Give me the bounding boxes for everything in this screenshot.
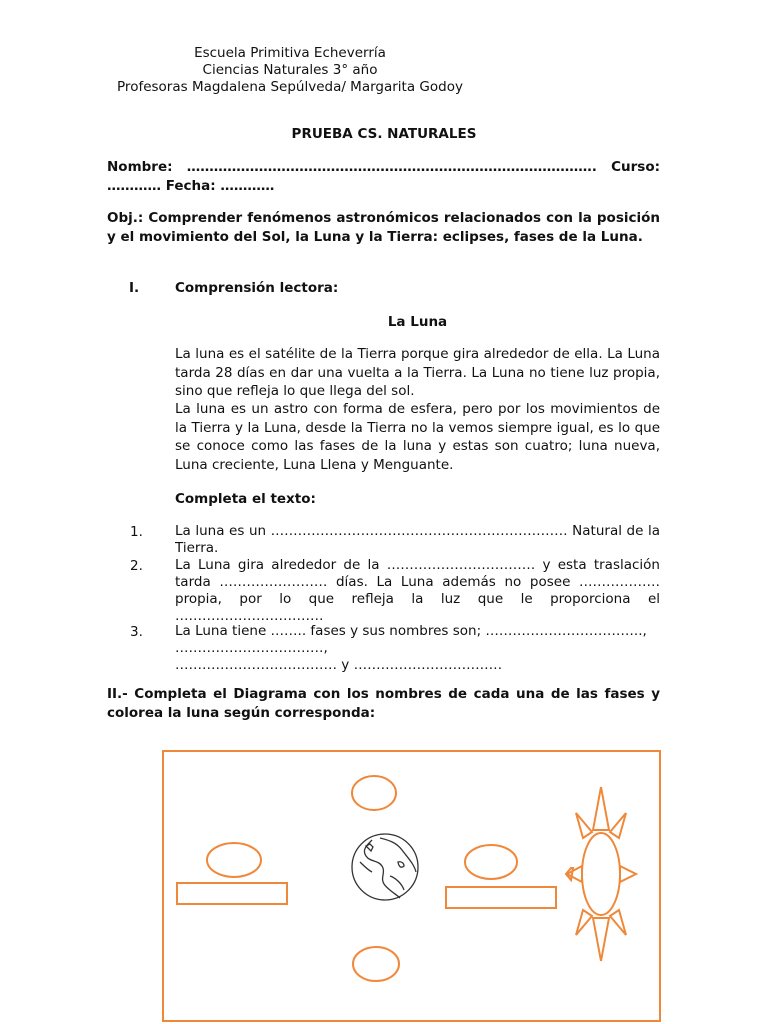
section1-number: I. xyxy=(129,280,140,296)
item-2-number: 2. xyxy=(130,558,143,574)
nombre-dots: ………………………………………………………………………………. xyxy=(186,159,597,175)
curso-dots: ………… xyxy=(107,178,161,194)
sun-icon xyxy=(566,787,636,961)
item-3-line-2: ……………………………, xyxy=(175,640,328,656)
moon-top-circle[interactable] xyxy=(352,776,396,810)
reading-paragraph-1: La luna es el satélite de la Tierra porque gira alrededor de ella. La Luna tarda 28 días en dar una vuelta a la Tierra. La Luna no tiene luz propia, sino que refleja lo que llega del sol. xyxy=(175,346,660,399)
subject-name: Ciencias Naturales 3° año xyxy=(202,62,378,78)
item-3-line-3: ……………………………… y …………………………… xyxy=(175,657,503,673)
moon-bottom-circle[interactable] xyxy=(353,947,399,981)
reading-title: La Luna xyxy=(387,314,448,330)
moon-left-label-box[interactable] xyxy=(177,883,287,904)
complete-heading: Completa el texto: xyxy=(175,491,316,507)
item-3-line-1: La Luna tiene …….. fases y sus nombres son; …………………………….., xyxy=(175,623,647,639)
item-2-text: La Luna gira alrededor de la …………………………… y esta traslación tarda …………………… días. La Luna además no posee ……………… propia, por lo que refleja la luz que le proporciona el …………………………… xyxy=(175,557,660,624)
curso-label: Curso: xyxy=(611,159,660,175)
section1-heading: Comprensión lectora: xyxy=(175,280,339,296)
fecha-dots: ………… xyxy=(220,178,275,194)
reading-paragraph-2: La luna es un astro con forma de esfera, pero por los movimientos de la Tierra y la Luna, desde la Tierra no la vemos siempre igual, es lo que se conoce como las fases de la luna y estas son cuatro; luna nueva, Luna creciente, Luna Llena y Menguante. xyxy=(175,401,660,473)
nombre-label: Nombre: xyxy=(107,159,173,175)
section2-heading: II.- Completa el Diagrama con los nombres de cada una de las fases y colorea la luna según corresponda: xyxy=(107,686,660,721)
item-1-text: La luna es un ………………………………………………………… Natural de la Tierra. xyxy=(175,523,660,556)
teachers-names: Profesoras Magdalena Sepúlveda/ Margarita Godoy xyxy=(117,79,463,95)
moon-left-circle[interactable] xyxy=(207,843,261,877)
moon-right-label-box[interactable] xyxy=(446,887,556,908)
earth-globe-icon xyxy=(352,834,418,900)
fecha-label: Fecha: xyxy=(165,178,216,194)
school-name: Escuela Primitiva Echeverría xyxy=(194,45,386,61)
item-3-number: 3. xyxy=(130,624,143,640)
moon-right-circle[interactable] xyxy=(465,845,517,879)
objective-text: Obj.: Comprender fenómenos astronómicos relacionados con la posición y el movimiento del Sol, la Luna y la Tierra: eclipses, fases de la Luna. xyxy=(107,210,660,245)
test-title: PRUEBA CS. NATURALES xyxy=(291,126,477,142)
item-1-number: 1. xyxy=(130,524,143,540)
